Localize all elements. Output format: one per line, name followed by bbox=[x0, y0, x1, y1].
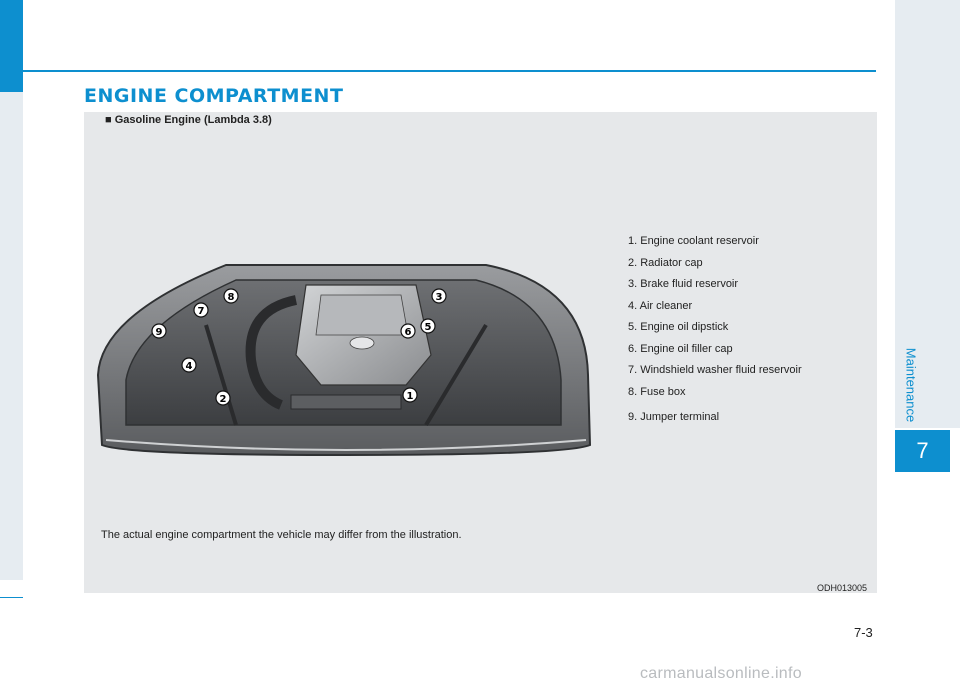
callout-label: 2 bbox=[219, 394, 227, 405]
component-legend bbox=[628, 234, 802, 432]
callout-label: 4 bbox=[185, 361, 193, 372]
callout-label: 6 bbox=[404, 327, 412, 338]
side-tab-text: Maintenance bbox=[903, 347, 919, 423]
header-rule bbox=[23, 70, 876, 72]
engine-compartment-illustration bbox=[96, 255, 606, 465]
watermark: carmanualsonline.info bbox=[640, 665, 802, 682]
callout-marker bbox=[432, 289, 446, 303]
page-number: 7-3 bbox=[854, 625, 873, 640]
callout-marker bbox=[401, 324, 415, 338]
legend-item: 3. Brake fluid reservoir bbox=[628, 278, 739, 290]
callout-marker bbox=[224, 289, 238, 303]
side-tab-label bbox=[900, 340, 922, 430]
brand-emblem bbox=[350, 337, 374, 349]
engine-intake bbox=[316, 295, 408, 335]
callout-marker bbox=[182, 358, 196, 372]
illustration-note: The actual engine compartment the vehicle may differ from the illustration. bbox=[101, 529, 462, 541]
figure-heading: ■ Gasoline Engine (Lambda 3.8) bbox=[105, 114, 272, 126]
callout-marker bbox=[194, 303, 208, 317]
legend-item: 9. Jumper terminal bbox=[628, 411, 720, 423]
left-accent-line bbox=[0, 597, 23, 598]
callout-label: 3 bbox=[435, 292, 443, 303]
page-title: ENGINE COMPARTMENT bbox=[84, 85, 344, 107]
legend-item: 2. Radiator cap bbox=[628, 256, 703, 269]
figure-code: ODH013005 bbox=[817, 583, 868, 593]
legend-item: 5. Engine oil dipstick bbox=[628, 321, 729, 333]
legend-item: 6. Engine oil filler cap bbox=[628, 342, 733, 355]
legend-item: 1. Engine coolant reservoir bbox=[628, 235, 759, 247]
chapter-number: 7 bbox=[895, 430, 950, 472]
callout-label: 9 bbox=[155, 327, 163, 338]
left-accent-block bbox=[0, 0, 23, 92]
callout-marker bbox=[403, 388, 417, 402]
legend-item: 4. Air cleaner bbox=[628, 299, 693, 312]
callout-marker bbox=[421, 319, 435, 333]
callout-label: 1 bbox=[406, 391, 414, 402]
legend-item: 8. Fuse box bbox=[628, 385, 686, 398]
callout-label: 7 bbox=[197, 306, 205, 317]
callout-marker bbox=[216, 391, 230, 405]
callout-marker bbox=[152, 324, 166, 338]
legend-item: 7. Windshield washer fluid reservoir bbox=[628, 364, 802, 376]
callout-label: 8 bbox=[227, 292, 235, 303]
callout-label: 5 bbox=[424, 322, 432, 333]
radiator-grille bbox=[291, 395, 401, 409]
